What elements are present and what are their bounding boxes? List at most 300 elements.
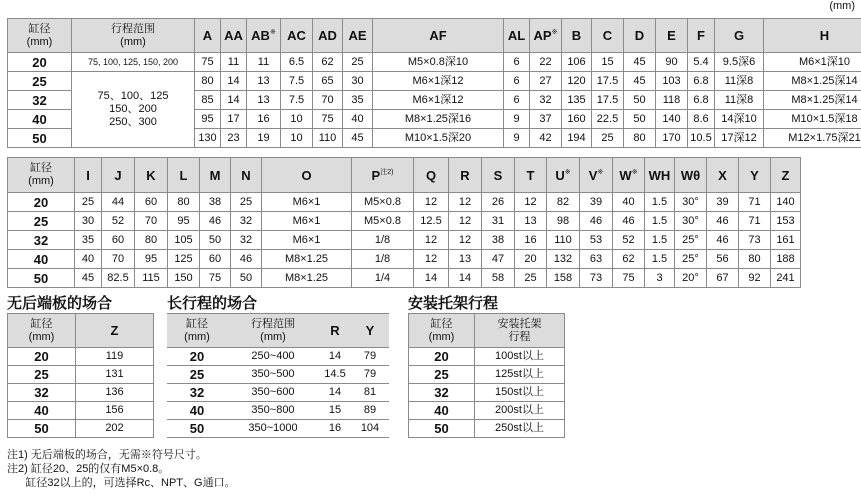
value-cell: 10 xyxy=(281,129,313,148)
value-cell: 38 xyxy=(200,193,231,212)
value-cell: 70 xyxy=(135,212,168,231)
value-cell: M5×0.8 xyxy=(352,193,414,212)
table-row xyxy=(167,384,389,402)
value-cell: 150st以上 xyxy=(475,384,565,402)
value-cell: 22 xyxy=(530,53,562,72)
bore-cell: 25 xyxy=(409,366,475,384)
value-cell: 60 xyxy=(135,193,168,212)
value-cell: 45 xyxy=(624,72,656,91)
t1-header-4: AB※ xyxy=(247,19,281,53)
value-cell: 25° xyxy=(675,231,707,250)
value-cell: 15 xyxy=(319,402,351,420)
value-cell: 12 xyxy=(449,193,482,212)
t4-header-0: 缸径 (mm) xyxy=(167,314,227,348)
value-cell: M10×1.5深18 xyxy=(764,110,861,129)
t1-header-15: F xyxy=(688,19,715,53)
value-cell: M8×1.25深14 xyxy=(764,91,861,110)
value-cell: 75 xyxy=(200,269,231,288)
value-cell: 14 xyxy=(449,269,482,288)
value-cell: 241 xyxy=(771,269,801,288)
bore-cell: 50 xyxy=(8,129,72,148)
value-cell: 1.5 xyxy=(645,250,675,269)
value-cell: 45 xyxy=(343,129,373,148)
value-cell: 60 xyxy=(102,231,135,250)
bore-cell: 32 xyxy=(8,231,75,250)
value-cell: 14 xyxy=(221,72,247,91)
value-cell: 44 xyxy=(102,193,135,212)
bore-cell: 40 xyxy=(167,402,227,420)
value-cell: 75 xyxy=(313,110,343,129)
value-cell: 38 xyxy=(482,231,515,250)
value-cell: 80 xyxy=(168,193,200,212)
table-row xyxy=(8,402,154,420)
value-cell: M12×1.75深21 xyxy=(764,129,861,148)
value-cell: 6 xyxy=(504,91,530,110)
value-cell: 170 xyxy=(656,129,688,148)
value-cell: 20° xyxy=(675,269,707,288)
bore-cell: 25 xyxy=(8,212,75,231)
value-cell: 160 xyxy=(562,110,592,129)
t1-header-14: E xyxy=(656,19,688,53)
value-cell: 350~800 xyxy=(227,402,319,420)
t2-header-17: Wθ xyxy=(675,158,707,193)
value-cell: 1.5 xyxy=(645,231,675,250)
value-cell: M6×1深12 xyxy=(373,91,504,110)
value-cell: 17深12 xyxy=(715,129,764,148)
value-cell: 110 xyxy=(313,129,343,148)
table-row xyxy=(409,366,565,384)
value-cell: 14 xyxy=(319,348,351,366)
value-cell: 30° xyxy=(675,212,707,231)
value-cell: 26 xyxy=(482,193,515,212)
bore-cell: 25 xyxy=(8,366,76,384)
table-row xyxy=(8,269,801,288)
t2-header-19: Y xyxy=(739,158,771,193)
value-cell: 12 xyxy=(414,231,449,250)
value-cell: 135 xyxy=(562,91,592,110)
value-cell: 81 xyxy=(351,384,389,402)
value-cell: 52 xyxy=(613,231,645,250)
t2-header-10: R xyxy=(449,158,482,193)
value-cell: 1.5 xyxy=(645,193,675,212)
t2-header-7: O xyxy=(262,158,352,193)
t2-header-9: Q xyxy=(414,158,449,193)
value-cell: 65 xyxy=(313,72,343,91)
value-cell: M10×1.5深20 xyxy=(373,129,504,148)
stroke-range-cell: 75, 100, 125, 150, 200 xyxy=(72,53,195,72)
value-cell: 16 xyxy=(247,110,281,129)
value-cell: 13 xyxy=(449,250,482,269)
value-cell: 118 xyxy=(656,91,688,110)
value-cell: 350~500 xyxy=(227,366,319,384)
table-row xyxy=(8,384,154,402)
value-cell: 62 xyxy=(613,250,645,269)
value-cell: 1/8 xyxy=(352,250,414,269)
bore-cell: 25 xyxy=(8,72,72,91)
table-row xyxy=(409,384,565,402)
value-cell: 85 xyxy=(195,91,221,110)
t2-header-11: S xyxy=(482,158,515,193)
t2-header-20: Z xyxy=(771,158,801,193)
value-cell: 1/4 xyxy=(352,269,414,288)
stroke-range-cell: 75、100、125 150、200 250、300 xyxy=(72,72,195,148)
value-cell: 31 xyxy=(482,212,515,231)
value-cell: 25 xyxy=(231,193,262,212)
t1-header-2: A xyxy=(195,19,221,53)
value-cell: 80 xyxy=(135,231,168,250)
note-1: 注1) 无后端板的场合，无需※符号尺寸。 xyxy=(7,449,207,461)
t2-header-5: M xyxy=(200,158,231,193)
value-cell: 105 xyxy=(168,231,200,250)
value-cell: 53 xyxy=(580,231,613,250)
value-cell: 32 xyxy=(231,212,262,231)
value-cell: 82 xyxy=(547,193,580,212)
value-cell: 140 xyxy=(771,193,801,212)
value-cell: 200st以上 xyxy=(475,402,565,420)
value-cell: 350~600 xyxy=(227,384,319,402)
value-cell: 12 xyxy=(515,193,547,212)
value-cell: 100st以上 xyxy=(475,348,565,366)
value-cell: 153 xyxy=(771,212,801,231)
bore-cell: 32 xyxy=(8,384,76,402)
bore-cell: 25 xyxy=(167,366,227,384)
bore-cell: 32 xyxy=(167,384,227,402)
value-cell: 46 xyxy=(580,212,613,231)
value-cell: 67 xyxy=(707,269,739,288)
value-cell: 17 xyxy=(221,110,247,129)
value-cell: 46 xyxy=(231,250,262,269)
table-row xyxy=(167,366,389,384)
value-cell: 50 xyxy=(624,110,656,129)
unit-label: (mm) xyxy=(829,0,855,12)
value-cell: 14 xyxy=(221,91,247,110)
value-cell: 7.5 xyxy=(281,72,313,91)
bore-cell: 50 xyxy=(409,420,475,438)
value-cell: 11深8 xyxy=(715,91,764,110)
value-cell: 89 xyxy=(351,402,389,420)
value-cell: 30° xyxy=(675,193,707,212)
value-cell: 156 xyxy=(76,402,154,420)
t1-header-7: AE xyxy=(343,19,373,53)
t2-header-12: T xyxy=(515,158,547,193)
value-cell: M8×1.25 xyxy=(262,250,352,269)
bore-cell: 20 xyxy=(409,348,475,366)
value-cell: 14 xyxy=(319,384,351,402)
table-row xyxy=(8,72,861,91)
value-cell: 63 xyxy=(580,250,613,269)
value-cell: M6×1深10 xyxy=(764,53,861,72)
value-cell: 25 xyxy=(592,129,624,148)
value-cell: 9.5深6 xyxy=(715,53,764,72)
t2-header-13: U※ xyxy=(547,158,580,193)
value-cell: M8×1.25深16 xyxy=(373,110,504,129)
value-cell: 250~400 xyxy=(227,348,319,366)
t5-header-0: 缸径 (mm) xyxy=(409,314,475,348)
value-cell: 12 xyxy=(414,250,449,269)
bore-cell: 50 xyxy=(8,269,75,288)
value-cell: M6×1深12 xyxy=(373,72,504,91)
value-cell: 131 xyxy=(76,366,154,384)
value-cell: 92 xyxy=(739,269,771,288)
value-cell: 104 xyxy=(351,420,389,438)
value-cell: M5×0.8深10 xyxy=(373,53,504,72)
table-row xyxy=(8,348,154,366)
value-cell: 132 xyxy=(547,250,580,269)
bore-cell: 50 xyxy=(167,420,227,438)
bore-cell: 20 xyxy=(8,193,75,212)
value-cell: 50 xyxy=(624,91,656,110)
value-cell: 90 xyxy=(656,53,688,72)
bore-cell: 20 xyxy=(8,53,72,72)
dimension-table-1 xyxy=(7,18,861,148)
value-cell: 56 xyxy=(707,250,739,269)
value-cell: 46 xyxy=(613,212,645,231)
value-cell: 46 xyxy=(707,231,739,250)
value-cell: 13 xyxy=(247,91,281,110)
bore-cell: 32 xyxy=(8,91,72,110)
long-stroke-table xyxy=(167,313,389,438)
table-row xyxy=(8,193,801,212)
t4-header-2: R xyxy=(319,314,351,348)
t2-header-16: WH xyxy=(645,158,675,193)
value-cell: 35 xyxy=(343,91,373,110)
t1-header-12: C xyxy=(592,19,624,53)
value-cell: 11 xyxy=(247,53,281,72)
bore-cell: 40 xyxy=(8,402,76,420)
value-cell: M8×1.25深14 xyxy=(764,72,861,91)
t2-header-18: X xyxy=(707,158,739,193)
value-cell: 14深10 xyxy=(715,110,764,129)
value-cell: M5×0.8 xyxy=(352,212,414,231)
value-cell: 350~1000 xyxy=(227,420,319,438)
value-cell: 23 xyxy=(221,129,247,148)
no-rear-plate-table xyxy=(7,313,154,438)
t2-header-4: L xyxy=(168,158,200,193)
value-cell: 3 xyxy=(645,269,675,288)
value-cell: 6.5 xyxy=(281,53,313,72)
table-row xyxy=(409,348,565,366)
value-cell: 75 xyxy=(195,53,221,72)
t3-header-0: 缸径 (mm) xyxy=(8,314,76,348)
value-cell: 80 xyxy=(739,250,771,269)
t2-header-8: $P^{注2)}$ xyxy=(352,158,414,193)
value-cell: 161 xyxy=(771,231,801,250)
value-cell: 1.5 xyxy=(645,212,675,231)
bracket-stroke-title: 安装托架行程 xyxy=(408,295,499,312)
value-cell: 70 xyxy=(313,91,343,110)
t2-header-2: J xyxy=(102,158,135,193)
t1-header-17: H xyxy=(764,19,861,53)
no-rear-plate-title: 无后端板的场合 xyxy=(7,295,113,312)
t2-header-15: W※ xyxy=(613,158,645,193)
value-cell: 158 xyxy=(547,269,580,288)
value-cell: 9 xyxy=(504,129,530,148)
value-cell: 82.5 xyxy=(102,269,135,288)
value-cell: 106 xyxy=(562,53,592,72)
t2-header-14: V※ xyxy=(580,158,613,193)
bore-cell: 40 xyxy=(409,402,475,420)
t1-header-16: G xyxy=(715,19,764,53)
value-cell: 25 xyxy=(343,53,373,72)
value-cell: 39 xyxy=(580,193,613,212)
value-cell: 39 xyxy=(707,193,739,212)
value-cell: 5.4 xyxy=(688,53,715,72)
value-cell: 98 xyxy=(547,212,580,231)
value-cell: 202 xyxy=(76,420,154,438)
value-cell: 25 xyxy=(515,269,547,288)
value-cell: 70 xyxy=(102,250,135,269)
value-cell: M6×1 xyxy=(262,212,352,231)
dimension-table-2 xyxy=(7,157,801,288)
note-2-cont: 缸径32以上的，可选择Rc、NPT、G通口。 xyxy=(7,477,236,489)
table-row xyxy=(409,402,565,420)
value-cell: 9 xyxy=(504,110,530,129)
value-cell: 6.8 xyxy=(688,91,715,110)
table-row xyxy=(167,348,389,366)
value-cell: 10.5 xyxy=(688,129,715,148)
value-cell: 119 xyxy=(76,348,154,366)
value-cell: 110 xyxy=(547,231,580,250)
value-cell: 188 xyxy=(771,250,801,269)
value-cell: 30 xyxy=(75,212,102,231)
value-cell: 12.5 xyxy=(414,212,449,231)
value-cell: 73 xyxy=(739,231,771,250)
t2-header-1: I xyxy=(75,158,102,193)
bore-cell: 50 xyxy=(8,420,76,438)
table-row xyxy=(167,402,389,420)
t1-header-10: AP※ xyxy=(530,19,562,53)
bore-cell: 40 xyxy=(8,110,72,129)
table-row xyxy=(8,420,154,438)
t1-header-3: AA xyxy=(221,19,247,53)
value-cell: 150 xyxy=(168,269,200,288)
table-row xyxy=(8,231,801,250)
value-cell: 19 xyxy=(247,129,281,148)
value-cell: 27 xyxy=(530,72,562,91)
value-cell: 20 xyxy=(515,250,547,269)
value-cell: 17.5 xyxy=(592,72,624,91)
long-stroke-title: 长行程的场合 xyxy=(167,295,258,312)
value-cell: 11 xyxy=(221,53,247,72)
t1-header-1: 行程范围 (mm) xyxy=(72,19,195,53)
t4-header-1: 行程范围 (mm) xyxy=(227,314,319,348)
value-cell: 25° xyxy=(675,250,707,269)
t5-header-1: 安装托架 行程 xyxy=(475,314,565,348)
value-cell: 45 xyxy=(624,53,656,72)
value-cell: 115 xyxy=(135,269,168,288)
value-cell: 7.5 xyxy=(281,91,313,110)
value-cell: 30 xyxy=(343,72,373,91)
t1-header-5: AC xyxy=(281,19,313,53)
bracket-stroke-table xyxy=(408,313,565,438)
t2-header-3: K xyxy=(135,158,168,193)
value-cell: 32 xyxy=(231,231,262,250)
table-row xyxy=(8,250,801,269)
value-cell: 14 xyxy=(414,269,449,288)
value-cell: 80 xyxy=(624,129,656,148)
value-cell: 32 xyxy=(530,91,562,110)
value-cell: 46 xyxy=(200,212,231,231)
value-cell: 125st以上 xyxy=(475,366,565,384)
value-cell: M6×1 xyxy=(262,193,352,212)
value-cell: 60 xyxy=(200,250,231,269)
value-cell: 17.5 xyxy=(592,91,624,110)
value-cell: 50 xyxy=(200,231,231,250)
value-cell: 16 xyxy=(515,231,547,250)
t2-header-0: 缸径 (mm) xyxy=(8,158,75,193)
value-cell: 40 xyxy=(343,110,373,129)
value-cell: M6×1 xyxy=(262,231,352,250)
value-cell: 45 xyxy=(75,269,102,288)
value-cell: 120 xyxy=(562,72,592,91)
value-cell: 73 xyxy=(580,269,613,288)
value-cell: 75 xyxy=(613,269,645,288)
value-cell: 50 xyxy=(231,269,262,288)
table-row xyxy=(8,212,801,231)
value-cell: M8×1.25 xyxy=(262,269,352,288)
value-cell: 16 xyxy=(319,420,351,438)
t3-header-1: Z xyxy=(76,314,154,348)
t2-header-6: N xyxy=(231,158,262,193)
value-cell: 1/8 xyxy=(352,231,414,250)
bore-cell: 20 xyxy=(167,348,227,366)
table-row xyxy=(8,53,861,72)
value-cell: 194 xyxy=(562,129,592,148)
value-cell: 12 xyxy=(449,212,482,231)
bore-cell: 32 xyxy=(409,384,475,402)
value-cell: 40 xyxy=(75,250,102,269)
value-cell: 71 xyxy=(739,212,771,231)
value-cell: 15 xyxy=(592,53,624,72)
value-cell: 13 xyxy=(247,72,281,91)
t1-header-0: 缸径 (mm) xyxy=(8,19,72,53)
value-cell: 71 xyxy=(739,193,771,212)
value-cell: 103 xyxy=(656,72,688,91)
value-cell: 250st以上 xyxy=(475,420,565,438)
table-row xyxy=(409,420,565,438)
value-cell: 25 xyxy=(75,193,102,212)
bore-cell: 20 xyxy=(8,348,76,366)
value-cell: 40 xyxy=(613,193,645,212)
value-cell: 95 xyxy=(168,212,200,231)
value-cell: 42 xyxy=(530,129,562,148)
value-cell: 6 xyxy=(504,53,530,72)
value-cell: 95 xyxy=(135,250,168,269)
t1-header-11: B xyxy=(562,19,592,53)
value-cell: 8.6 xyxy=(688,110,715,129)
bore-cell: 40 xyxy=(8,250,75,269)
table-row xyxy=(8,366,154,384)
note-2: 注2) 缸径20、25的仅有M5×0.8。 xyxy=(7,463,170,475)
value-cell: 11深8 xyxy=(715,72,764,91)
value-cell: 79 xyxy=(351,348,389,366)
value-cell: 136 xyxy=(76,384,154,402)
value-cell: 12 xyxy=(449,231,482,250)
value-cell: 95 xyxy=(195,110,221,129)
value-cell: 58 xyxy=(482,269,515,288)
value-cell: 52 xyxy=(102,212,135,231)
value-cell: 79 xyxy=(351,366,389,384)
t1-header-8: AF xyxy=(373,19,504,53)
value-cell: 22.5 xyxy=(592,110,624,129)
value-cell: 6 xyxy=(504,72,530,91)
value-cell: 130 xyxy=(195,129,221,148)
t4-header-3: Y xyxy=(351,314,389,348)
value-cell: 37 xyxy=(530,110,562,129)
t1-header-6: AD xyxy=(313,19,343,53)
value-cell: 47 xyxy=(482,250,515,269)
value-cell: 80 xyxy=(195,72,221,91)
